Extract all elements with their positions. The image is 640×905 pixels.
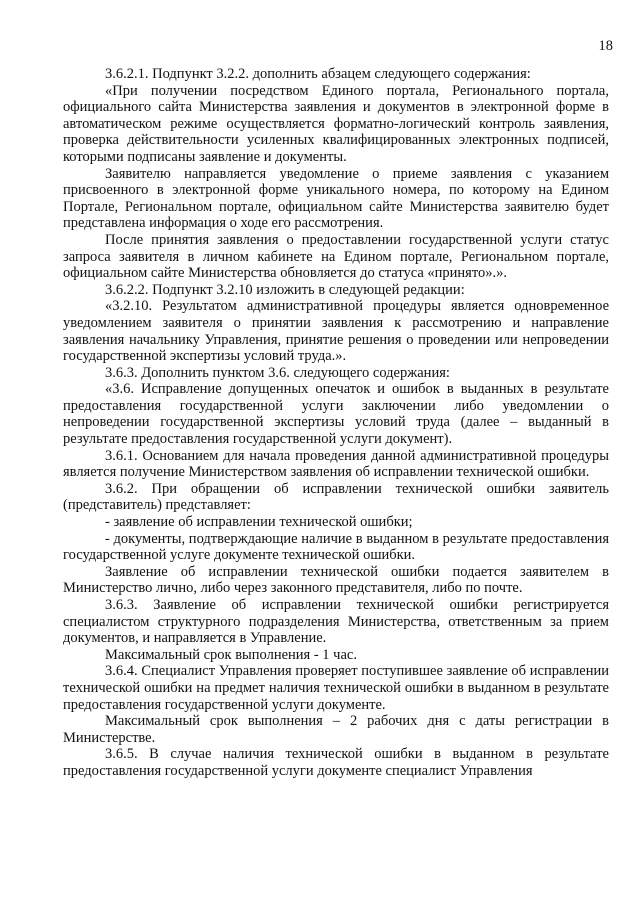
paragraph-deadline-1-hour: Максимальный срок выполнения - 1 час. [105, 646, 357, 663]
list-item-application: - заявление об исправлении технической ошибки; [105, 514, 413, 531]
paragraph-3-6-correction: «3.6. Исправление допущенных опечаток и ошибок в выданных в результате предоставления государственной услуги заключении либо уведомлении о непроведении государственной экспертизы условий труда (далее – выданный в результате предоставления государственной услуги документ). [63, 381, 609, 448]
paragraph-3-6-5: 3.6.5. В случае наличия технической ошибки в выданном в результате предоставления государственной услуги документе специалист Управления [63, 746, 609, 779]
paragraph-3-2-10: «3.2.10. Результатом административной процедуры является одновременное уведомлением заявителя о принятии заявления к рассмотрению и направление заявления начальнику Управления, принятие решения о проведении или непроведении государственной экспертизы условий труда.». [63, 298, 609, 365]
document-body [63, 66, 609, 780]
paragraph-3-6-2: 3.6.2. При обращении об исправлении технической ошибки заявитель (представитель) представляет: [63, 480, 609, 514]
paragraph-3-6-2-1: 3.6.2.1. Подпункт 3.2.2. дополнить абзацем следующего содержания: [105, 66, 531, 82]
paragraph-3-6-1: 3.6.1. Основанием для начала проведения данной административной процедуры является получение Министерством заявления об исправлении технической ошибки. [63, 447, 609, 481]
paragraph-quote-electronic-submission: «При получении посредством Единого портала, Регионального портала, официального сайта Министерства заявления и документов в электронной форме в автоматическом режиме осуществляется форматно-логический контроль заявления, проверка действительности усиленных квалифицированных электронных подписей, которыми подписаны заявление и документы. [63, 82, 609, 165]
paragraph-deadline-2-days: Максимальный срок выполнения – 2 рабочих дня с даты регистрации в Министерстве. [63, 713, 609, 746]
paragraph-3-6-3-add: 3.6.3. Дополнить пунктом 3.6. следующего содержания: [105, 364, 450, 381]
paragraph-3-6-3-registration: 3.6.3. Заявление об исправлении технической ошибки регистрируется специалистом структурного подразделения Министерства, ответственным за прием документов, и направляется в Управление. [63, 597, 609, 647]
paragraph-3-6-2-2: 3.6.2.2. Подпункт 3.2.10 изложить в следующей редакции: [105, 281, 465, 298]
paragraph-status-accepted: После принятия заявления о предоставлении государственной услуги статус запроса заявителя в личном кабинете на Едином портале, Региональном портале, официальном сайте Министерства обновляется до статуса «принято».». [63, 231, 609, 282]
paragraph-submission-method: Заявление об исправлении технической ошибки подается заявителем в Министерство лично, либо через законного представителя, либо по почте. [63, 563, 609, 597]
paragraph-applicant-notification: Заявителю направляется уведомление о приеме заявления с указанием присвоенного в электронной форме уникального номера, по которому на Едином Портале, Региональном портале, официальном сайте Министерства заявителю будет представлена информация о ходе его рассмотрения. [63, 165, 609, 232]
paragraph-3-6-4: 3.6.4. Специалист Управления проверяет поступившее заявление об исправлении технической ошибки на предмет наличия технической ошибки в выданном в результате предоставления государственной услуги документе. [63, 663, 609, 713]
list-item-documents: - документы, подтверждающие наличие в выданном в результате предоставления государственной услуге документе технической ошибки. [63, 530, 609, 564]
page-number: 18 [598, 38, 613, 54]
